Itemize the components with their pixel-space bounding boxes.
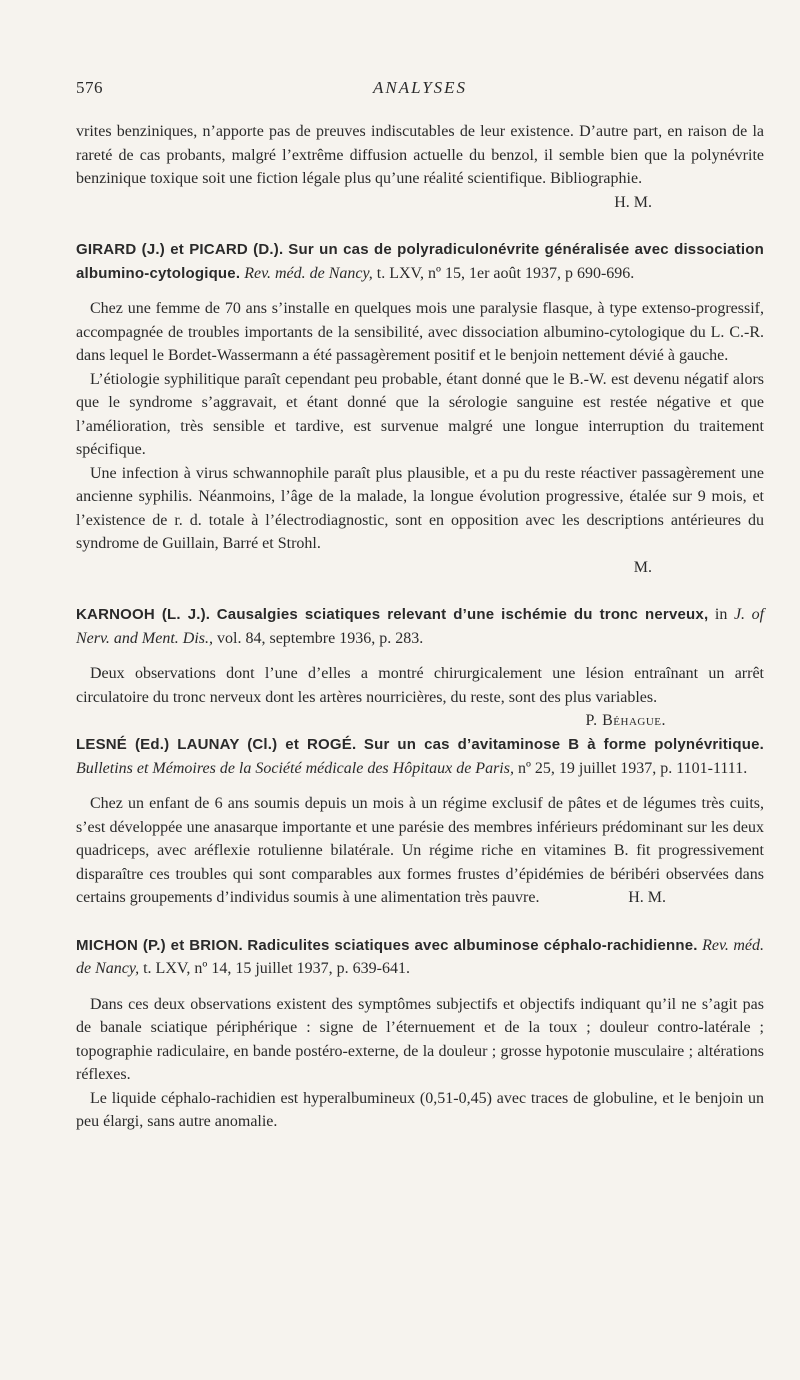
entry-citation	[76, 238, 764, 285]
entry-paragraph: Une infection à virus schwannophile paraît plus plausible, et a pu du reste réactiver passagèrement une ancienne syphilis. Néanmoins, l’âge de la malade, la longue évolution progressive, étalée sur 9 mois, et l’existence de r. d. totale à l’électrodiagnostic, sont en opposition avec les descriptions antérieures du syndrome de Guillain, Barré et Strohl.	[76, 464, 764, 552]
entry-details: nº 25, 19 juillet 1937, p. 1101-1111.	[517, 759, 748, 777]
entry-title: Sur un cas d’avitaminose B à forme polynévritique.	[363, 736, 764, 753]
entry-source: J. of Nerv. and Ment. Dis.,	[76, 606, 765, 647]
entry-paragraph: Chez une femme de 70 ans s’installe en quelques mois une paralysie flasque, à type extenso-progressif, accompagnée de troubles importants de la sensibilité, avec dissociation albumino-cytologique du L. C.-R. dans lequel le Bordet-Wassermann a été passagèrement positif et le benjoin nettement dévié à gauche.	[76, 300, 764, 364]
review-entry-lesne	[76, 733, 764, 910]
entry-source: Rev. méd. de Nancy,	[244, 264, 373, 282]
entry-details: t. LXV, nº 14, 15 juillet 1937, p. 639-641.	[143, 960, 410, 977]
entry-signature: P. Béhague.	[585, 712, 666, 729]
entry-paragraph: Dans ces deux observations existent des symptômes subjectifs et objectifs indiquant qu’il ne s’agit pas de banale sciatique périphérique : signe de l’éternuement et de la toux ; douleur contro-latérale ; topographie radiculaire, en bande postéro-externe, de la douleur ; grosse hypotonie musculaire ; altérations réflexes.	[76, 995, 764, 1083]
entry-source: Rev. méd. de Nancy,	[76, 936, 764, 977]
intro-continuation	[76, 120, 764, 214]
entry-citation	[76, 603, 764, 650]
running-head: ANALYSES	[372, 78, 468, 97]
entry-title: Sur un cas de polyradiculonévrite généralisée avec dissociation albumino-cytologique.	[76, 241, 764, 282]
review-entry-michon	[76, 934, 764, 1134]
entry-authors: LESNÉ (Ed.) LAUNAY (Cl.) et ROGÉ.	[76, 736, 357, 753]
entry-paragraph: L’étiologie syphilitique paraît cependant peu probable, étant donné que le B.-W. est devenu négatif alors que le syndrome s’aggravait, et étant donné que la sérologie sanguine est restée négative et que l’amélioration, très sensible et tardive, est survenue malgré une longue interruption du traitement spécifique.	[76, 370, 764, 458]
entry-paragraph-text: Deux observations dont l’une d’elles a montré chirurgicalement une lésion entraînant un arrêt circulatoire du tronc nerveux dont les artères nourricières, du reste, sont des plus variables.	[76, 665, 764, 706]
entry-citation	[76, 934, 764, 981]
entry-details: t. LXV, nº 15, 1er août 1937, p 690-696.	[376, 264, 635, 282]
entry-title: Causalgies sciatiques relevant d’une ischémie du tronc nerveux,	[216, 606, 709, 623]
entry-citation	[76, 733, 764, 780]
review-entry-girard	[76, 238, 764, 579]
entry-paragraph-text: Chez un enfant de 6 ans soumis depuis un mois à un régime exclusif de pâtes et de légumes très cuits, s’est développée une anasarque importante et une parésie des membres inférieurs prédominant sur les deux quadriceps, avec aréflexie rotulienne bilatérale. Un régime riche en vitamines B. fit progressivement disparaître ces troubles qui sont comparables aux formes frustes d’épidémies de béribéri observées dans certains groupements d’individus soumis à une alimentation très pauvre.	[76, 795, 764, 906]
entry-paragraph	[76, 662, 764, 729]
entry-signature: M.	[633, 558, 652, 576]
entry-paragraph	[76, 792, 764, 910]
page-number: 576	[76, 78, 103, 97]
page-header	[76, 78, 764, 104]
entry-title: Radiculites sciatiques avec albuminose céphalo-rachidienne.	[247, 936, 698, 954]
entry-authors: MICHON (P.) et BRION.	[76, 936, 243, 954]
intro-paragraph: vrites benziniques, n’apporte pas de preuves indiscutables de leur existence. D’autre part, en raison de la rareté de cas probants, malgré l’extrême diffusion actuelle du benzol, il semble bien que la polynévrite benzinique toxique soit une fiction légale plus qu’une réalité scientifique. Bibliographie.	[76, 123, 764, 187]
review-entry-karnooh	[76, 603, 765, 729]
entry-authors: GIRARD (J.) et PICARD (D.).	[76, 241, 284, 258]
entry-authors: KARNOOH (L. J.).	[76, 606, 211, 623]
entry-paragraph: Le liquide céphalo-rachidien est hyperalbumineux (0,51-0,45) avec traces de globuline, et le benjoin un peu élargi, sans autre anomalie.	[76, 1089, 764, 1130]
intro-signature: H. M.	[614, 193, 652, 211]
entry-prefix: in	[714, 606, 728, 623]
entry-details: vol. 84, septembre 1936, p. 283.	[217, 629, 424, 647]
entry-signature: H. M.	[628, 889, 666, 906]
entry-source: Bulletins et Mémoires de la Société médicale des Hôpitaux de Paris,	[76, 759, 514, 777]
